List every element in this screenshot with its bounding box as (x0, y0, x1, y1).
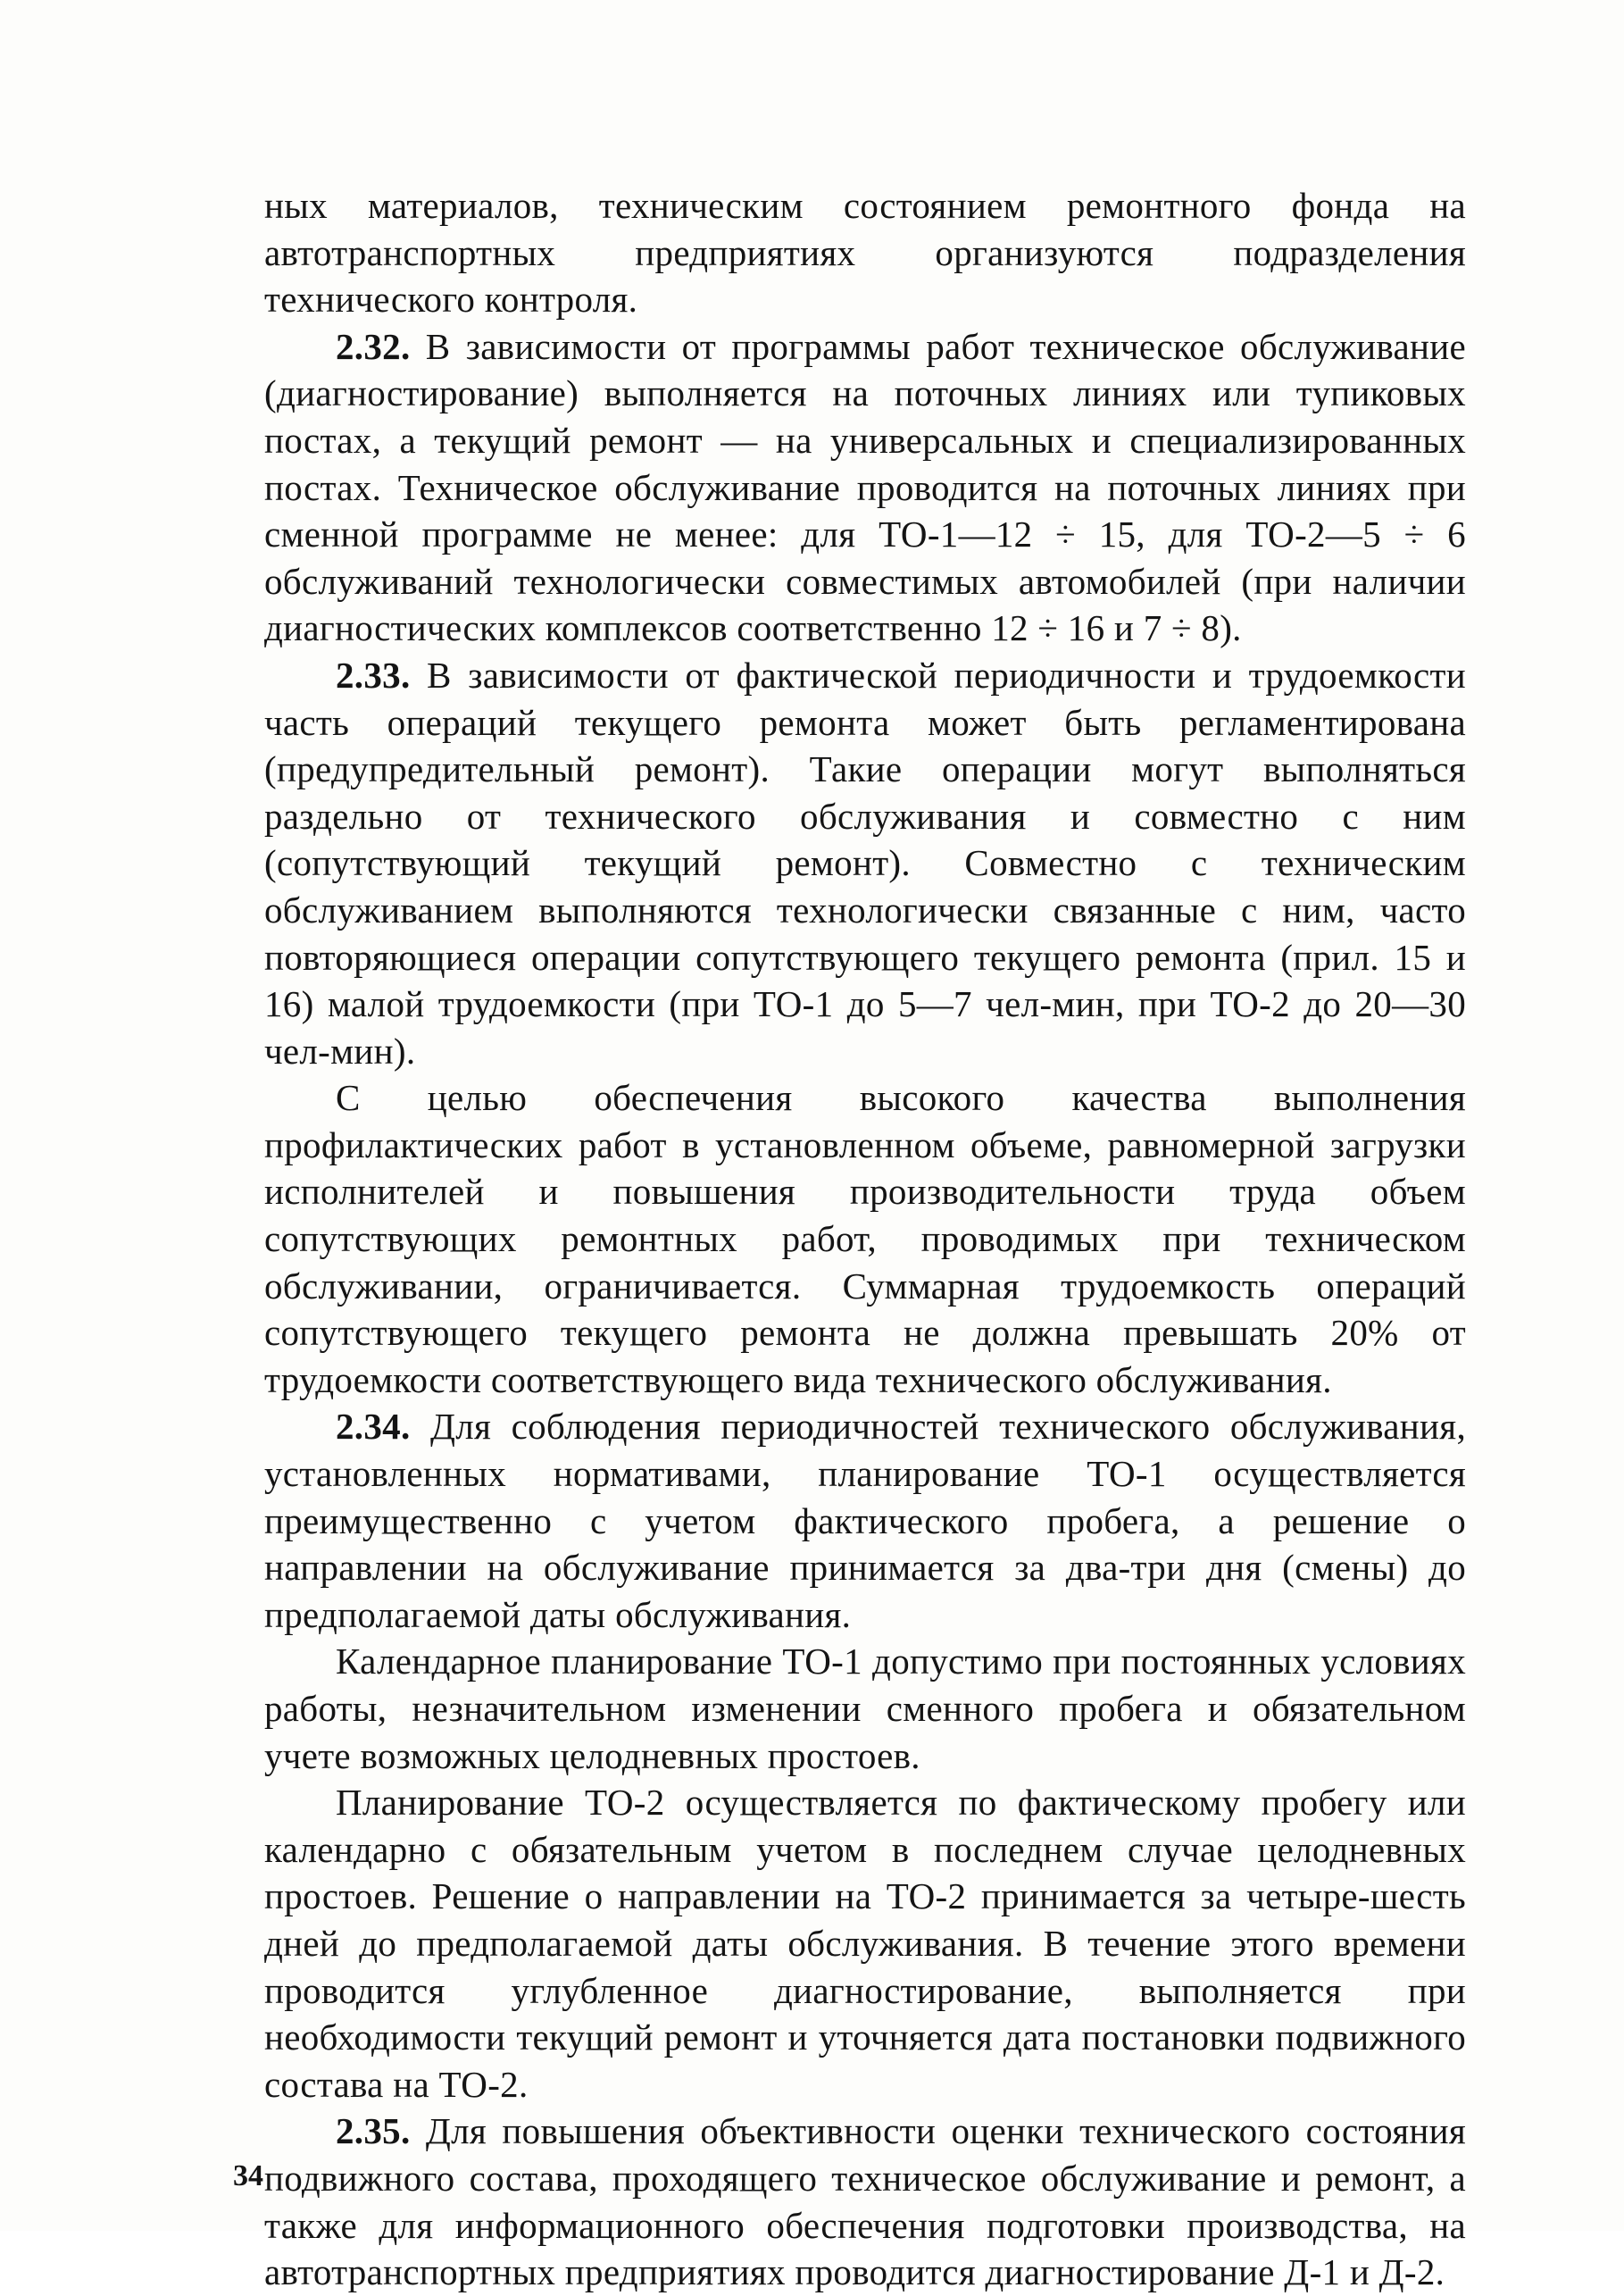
body-text (264, 182, 1466, 2296)
paragraph-number: 2.32. (336, 325, 411, 367)
paragraph-text: ных материалов, техническим состоянием ремонтного фонда на автотранспортных предприятиях организуются подразделения технического контроля. (264, 185, 1466, 321)
paragraph-number: 2.33. (336, 654, 411, 696)
paragraph-text: В зависимости от фактической периодичности и трудоемкости часть операций текущего ремонта может быть регламентирована (предупредительный ремонт). Такие операции могут выполняться раздельно от технического обслуживания и совместно с ним (сопутствующий текущий ремонт). Совместно с техническим обслуживанием выполняются технологически связанные с ним, часто повторяющиеся операции сопутствующего текущего ремонта (прил. 15 и 16) малой трудоемкости (при ТО-1 до 5—7 чел-мин, при ТО-2 до 20—30 чел-мин). (264, 654, 1466, 1072)
paragraph-2-34 (264, 1403, 1466, 1638)
paragraph-2-33 (264, 652, 1466, 1074)
paragraph-continuation (264, 182, 1466, 323)
paragraph-text: В зависимости от программы работ техническое обслуживание (диагностирование) выполняется на поточных линиях или тупиковых постах, а текущий ремонт — на универсальных и специализированных постах. Техническое обслуживание проводится на поточных линиях при сменной программе не менее: для ТО-1—12 ÷ 15, для ТО-2—5 ÷ 6 обслуживаний технологически совместимых автомобилей (при наличии диагностических комплексов соответственно 12 ÷ 16 и 7 ÷ 8). (264, 325, 1466, 649)
paragraph-to2-planning (264, 1779, 1466, 2108)
paragraph-text: Для соблюдения периодичностей технического обслуживания, установленных нормативами, планирование ТО-1 осуществляется преимущественно с учетом фактического пробега, а решение о направлении на обслуживание принимается за два-три дня (смены) до предполагаемой даты обслуживания. (264, 1406, 1466, 1635)
paragraph-2-32 (264, 323, 1466, 652)
paragraph-2-33-continued (264, 1074, 1466, 1403)
page-number: 34 (233, 2159, 263, 2192)
paragraph-number: 2.34. (336, 1406, 411, 1448)
paragraph-2-35 (264, 2108, 1466, 2295)
paragraph-number: 2.35. (336, 2110, 411, 2152)
paragraph-text: Для повышения объективности оценки технического состояния подвижного состава, проходящего техническое обслуживание и ремонт, а также для информационного обеспечения подготовки производства, на автотранспортных предприятиях проводится диагностирование Д-1 и Д-2. (264, 2110, 1466, 2293)
paragraph-text: С целью обеспечения высокого качества выполнения профилактических работ в установленном объеме, равномерной загрузки исполнителей и повышения производительности труда объем сопутствующих ремонтных работ, проводимых при техническом обслуживании, ограничивается. Суммарная трудоемкость операций сопутствующего текущего ремонта не должна превышать 20% от трудоемкости соответствующего вида технического обслуживания. (264, 1077, 1466, 1400)
paragraph-to1-calendar (264, 1638, 1466, 1779)
paragraph-text: Календарное планирование ТО-1 допустимо при постоянных условиях работы, незначительном изменении сменного пробега и обязательном учете возможных целодневных простоев. (264, 1641, 1466, 1776)
paragraph-text: Планирование ТО-2 осуществляется по фактическому пробегу или календарно с обязательным учетом в последнем случае целодневных простоев. Решение о направлении на ТО-2 принимается за четыре-шесть дней до предполагаемой даты обслуживания. В течение этого времени проводится углубленное диагностирование, выполняется при необходимости текущий ремонт и уточняется дата постановки подвижного состава на ТО-2. (264, 1782, 1466, 2105)
